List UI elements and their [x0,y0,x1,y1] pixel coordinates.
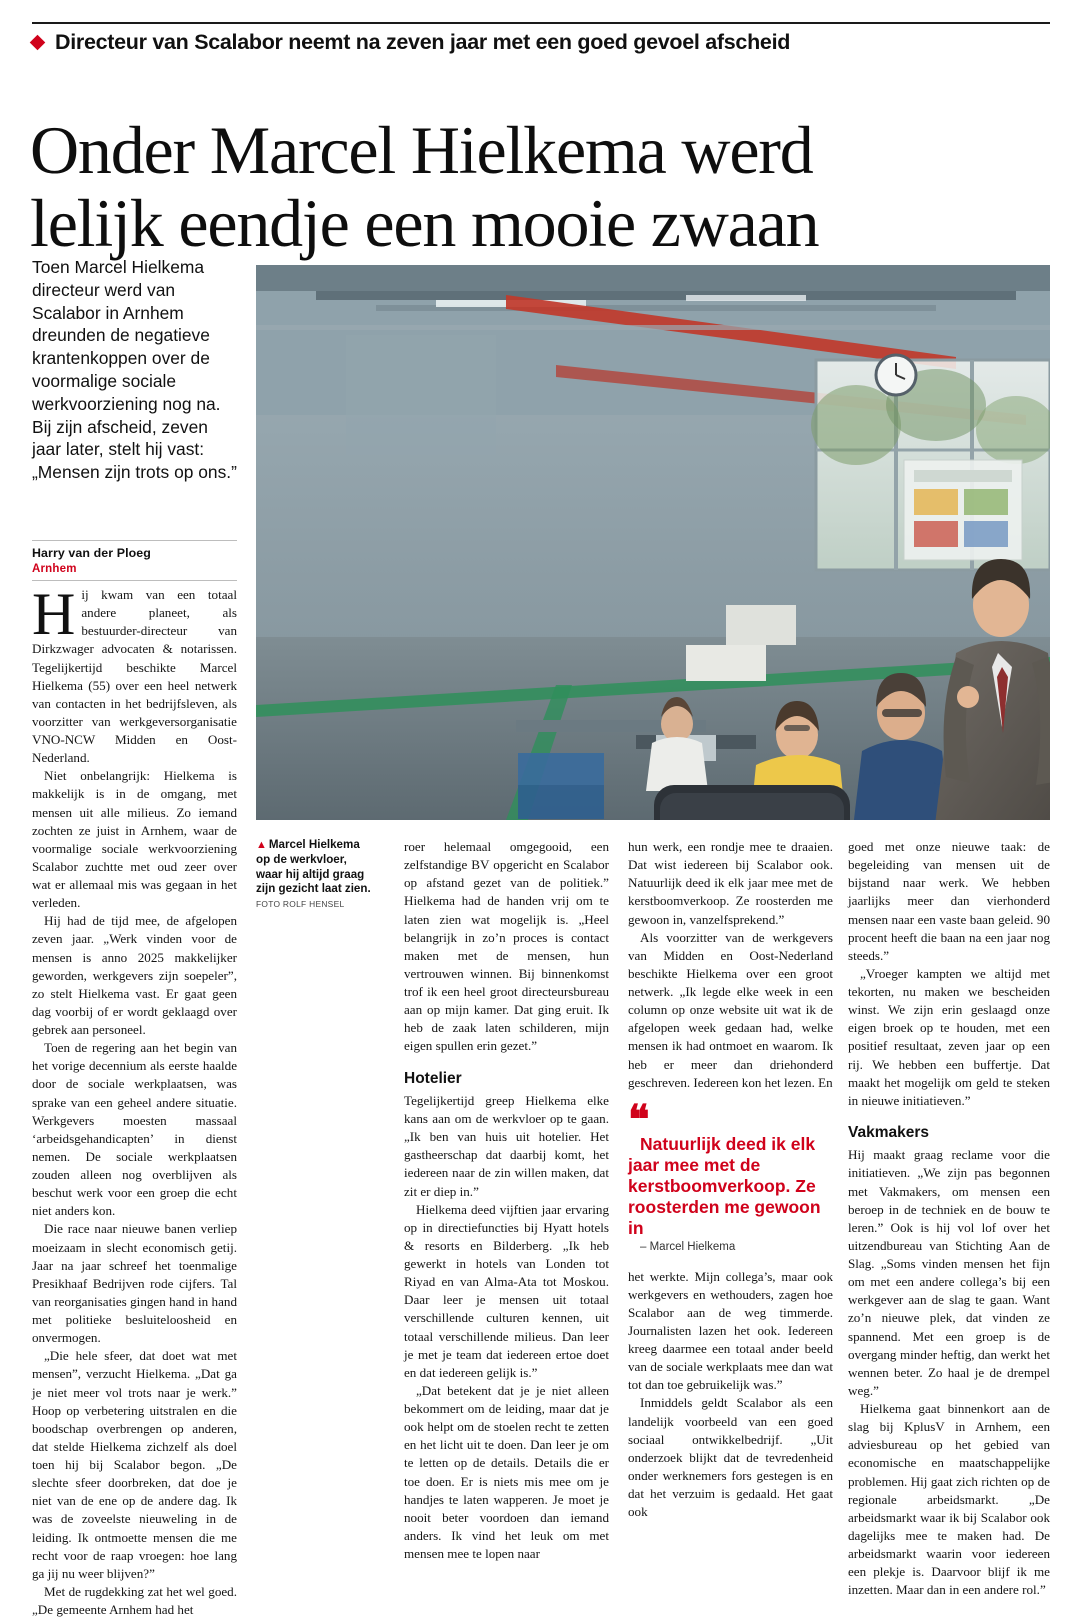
article-photo [256,265,1050,820]
paragraph: Hij maakt graag reclame voor die initiatieven. „We zijn pas begonnen met Vakmakers, om mensen een beroep in de techniek en de bouw te leren.” Ook is hij vol lof over het uitzendbureau van Stichting Aan de Slag. „Soms vinden mensen het fijn om met een andere collega’s bij een werkgever aan de slag te gaan. Want zo’n nieuwe plek, dat vinden ze spannend. Met een groep is de overgang minder heftig, dan werkt het wennen beter. Zo haal je de drempel weg.” [848,1147,1050,1398]
pull-quote [628,1096,833,1256]
paragraph: goed met onze nieuwe taak: de begeleiding van mensen uit de bijstand naar werk. We hebben jaarlijks meer dan vierhonderd mensen naar een vaste baan geleid. 90 procent heeft die baan na een jaar nog steeds.” [848,839,1050,963]
paragraph-text: ij kwam van een totaal andere planeet, als bestuurder-directeur van Dirkzwager advocaten & notarissen. Tegelijkertijd beschikte Marcel Hielkema (55) over een heel netwerk van contacten in het bedrijfsleven, als voorzitter van werkgeversorganisatie VNO-NCW Midden en Oost-Nederland. [32,587,237,766]
photo-credit: FOTO ROLF HENSEL [256,899,345,910]
paragraph: „Vroeger kampten we altijd met tekorten, nu maken we bescheiden winst. We zijn erin geslaagd onze eigen broek op te houden, met een positief resultaat, zeven jaar op een rij. We hebben een buffertje. Dat maakt het mogelijk om geld te steken in nieuwe initiatieven.” [848,965,1050,1108]
body-column-1 [32,581,237,1619]
caption-text: Marcel Hielkema op de werkvloer, waar hij altijd graag zijn gezicht laat zien. [256,838,371,896]
paragraph: Hij had de tijd mee, de afgelopen zeven jaar. „Werk vinden voor de mensen is anno 2025 makkelijker geworden, werkgevers zijn soepeler”, zo stelt Hielkema vast. Er gaat geen dag voorbij of er wordt geklaagd over gebrek aan personeel. [32,913,237,1037]
paragraph: Inmiddels geldt Scalabor als een landelijk voorbeeld van een goed sociaal ontwikkelbedrijf. „Uit onderzoek blijkt dat de tevredenheid onder werknemers fors gestegen is en dat het verzuim is gedaald. Het gaat ook [628,1395,833,1520]
paragraph: hun werk, een rondje mee te draaien. Dat wist iedereen bij Scalabor ook. Natuurlijk deed ik elk jaar mee met de kerstboomverkoop. Ze roosterden me gewoon in, vanzelfsprekend.” [628,839,833,927]
paragraph: Met de rugdekking zat het wel goed. „De gemeente Arnhem had het [32,1583,237,1617]
paragraph: Hielkema gaat binnenkort aan de slag bij KplusV in Arnhem, een adviesbureau op het gebied van economische en maatschappelijke problemen. Hij gaat zich richten op de regionale arbeidsmarkt. „De arbeidsmarkt waar ik bij Scalabor ook dagelijks mee te maken had. De arbeidsmarkt waarin voor iedereen een plekje is. Daarvoor blijf ik me inzetten. Maar dan in een andere rol.” [848,1401,1050,1598]
photo-caption [256,838,376,912]
headline-line-1: Onder Marcel Hielkema werd [30,111,813,188]
byline-author: Harry van der Ploeg [32,546,151,560]
paragraph: Die race naar nieuwe banen verliep moeizaam in slecht economisch getij. Jaar na jaar schreef het toenmalige Presikhaaf Bedrijven rode cijfers. Tal van reorganisaties gingen hand in hand met politieke besluiteloosheid en onvermogen. [32,1221,237,1346]
paragraph: Hielkema deed vijftien jaar ervaring op in directiefuncties bij Hyatt hotels & resorts en Bilderberg. „Ik heb gewerkt in hotels van Londen tot Riyad en van Alma-Ata tot Moskou. Daar leer je mensen uit totaal verschillende culturen kennen, uit totaal verschillende milieus. Dan leer je met je team dat iedereen ertoe doet en dat iedereen gelijk is.” [404,1201,609,1380]
paragraph: roer helemaal omgegooid, een zelfstandige BV opgericht en Scalabor op afstand gezet van de politiek.” Hielkema had de handen vrij om te laten zien wat mogelijk is. „Heel belangrijk in zo’n proces is contact maken met de mensen, hun vertrouwen winnen. Bij binnenkomst trof ik een heel groot directeursbureau aan op mijn kamer. Dat ging eruit. Ik heb de zaak laten schilderen, mijn eigen spullen erin gezet.” [404,839,609,1054]
paragraph: het werkte. Mijn collega’s, maar ook werkgevers en wethouders, zagen hoe Scalabor aan de weg timmerde. Journalisten lazen het ook. Iedereen kreeg daarmee een totaal ander beeld van de sociale werkplaats mee dan wat tot dan toe gebruikelijk was.” [628,1268,833,1393]
body-column-3 [628,838,833,1521]
body-column-2 [404,838,609,1563]
section-heading-hotelier: Hotelier [404,1069,462,1087]
pull-quote-text: Natuurlijk deed ik elk jaar mee met de kerstboomverkoop. Ze roosterden me gewoon in [628,1133,821,1239]
paragraph: Als voorzitter van de werkgevers van Midden en Oost-Nederland beschikte Hielkema over een groot netwerk. „Ik legde elke week in een column op onze website uit wat ik de afgelopen week gedaan had, welke mensen ik had ontmoet en waarom. Ik heb er meer dan driehonderd geschreven. Iedereen kon het lezen. En [628,929,833,1090]
paragraph: Tegelijkertijd greep Hielkema elke kans aan om de werkvloer op te gaan. „Ik ben van huis uit hotelier. Het gastheerschap dat daarbij komt, het iedereen naar de zin willen maken, dat zit er diep in.” [404,1092,609,1199]
paragraph: „Dat betekent dat je je niet alleen bekommert om de leiding, maar dat je ook helpt om de stoelen recht te zetten en het licht uit te doen. Dan leer je om te letten op de details. Details die er toe doen. Er is niets mis mee om je handjes te laten wapperen. Je moet je nooit beter voordoen dan iemand anders. Ik vind het leuk om met mensen mee te lopen naar [404,1382,609,1562]
paragraph: Niet onbelangrijk: Hielkema is makkelijk is in de omgang, met mensen uit alle milieus. Zo iemand zochten ze juist in Arnhem, waar de voormalige sociale werkvoorziening Scalabor zuchtte met oud zeer over wat er allemaal mis was gegaan in het verleden. [32,768,237,911]
bullet-icon [30,35,46,51]
paragraph: „Die hele sfeer, dat doet wat met mensen”, verzucht Hielkema. „Dat ga je niet meer vol trots naar je werk.” Hoop op verbetering uitstralen en die boodschap overbrengen op anderen, dat stelde Hielkema zichzelf als doel toen hij bij Scalabor begon. „De slechte sfeer doorbreken, dat doe je niet van de ene op de andere dag. Ik was de zoveelste nieuweling in de leiding. Ik ontmoette mensen die me recht voor de raap vroegen: hoe lang ga jij nu weer blijven?” [32,1348,237,1581]
section-heading-vakmakers: Vakmakers [848,1123,930,1141]
kicker-text: Directeur van Scalabor neemt na zeven jaar met een goed gevoel afscheid [55,30,791,54]
caption-triangle-icon: ▲ [256,839,267,851]
paragraph: Toen de regering aan het begin van het vorige decennium als eerste haalde door de sociale werkplaatsen, was sprake van een geheel andere situatie. Werkgevers moesten massaal ‘arbeidsgehandicapten’ in dienst nemen. De sociale werkplaatsen zouden alleen nog overblijven als beschut werk voor een groep die echt niet anders kon. [32,1040,237,1219]
paragraph [32,581,237,767]
quote-mark-icon: ❝ [628,1096,648,1142]
byline-rule-top [32,540,237,541]
page-title [30,111,1050,261]
byline [32,540,237,581]
photo-illustration [256,265,1050,820]
pull-quote-attribution: – Marcel Hielkema [640,1240,736,1253]
headline-line-2: lelijk eendje een mooie zwaan [30,184,819,261]
body-column-4 [848,838,1050,1599]
kicker [32,30,790,55]
byline-place: Arnhem [32,563,77,575]
top-rule [32,22,1050,24]
drop-cap: H [32,581,76,647]
intro-paragraph: Toen Marcel Hielkema directeur werd van Scalabor in Arnhem dreunden de negatieve krantenkoppen over de voormalige sociale werkvoorziening nog na. Bij zijn afscheid, zeven jaar later, stelt hij vast: „Mensen zijn trots op ons.” [32,257,237,483]
